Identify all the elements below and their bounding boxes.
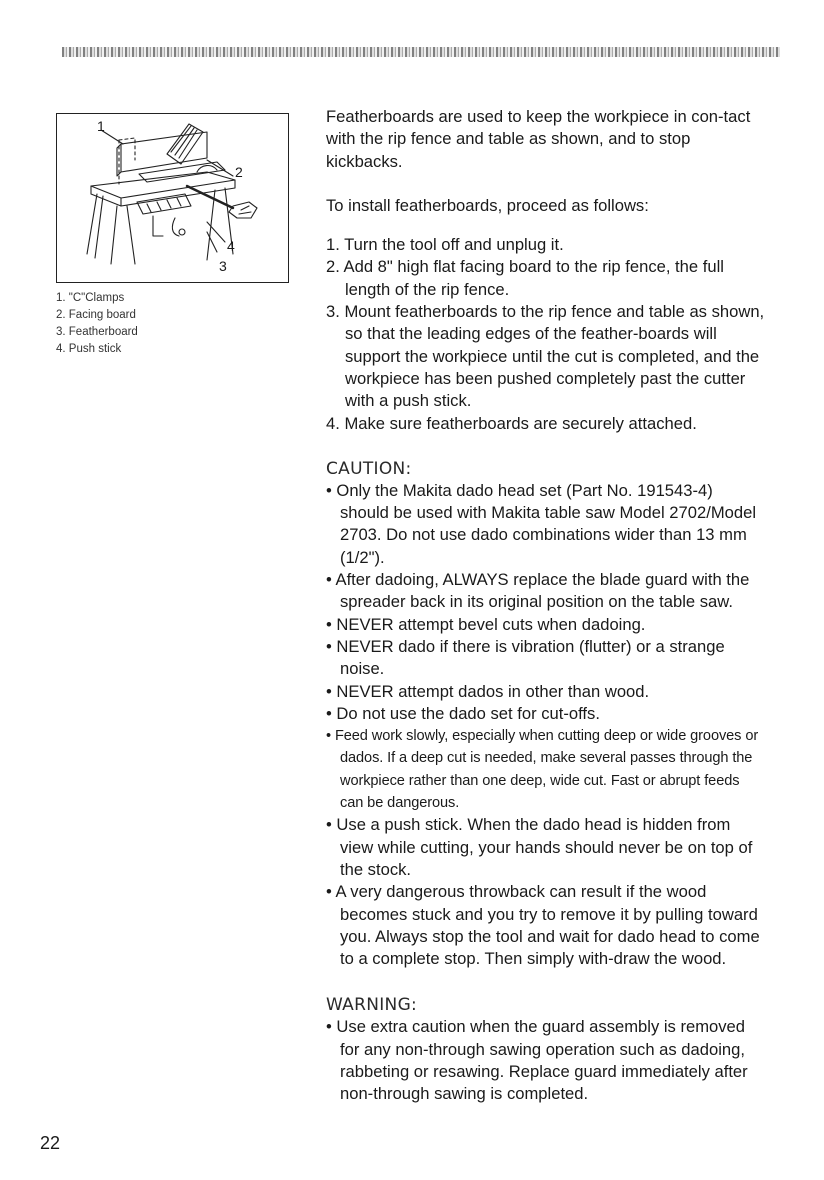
main-text-column [326,106,766,1106]
featherboard-illustration [56,113,289,283]
caution-item: • NEVER attempt dados in other than wood. [326,681,650,701]
callout-1-label: 1 [97,118,105,134]
figure-legend [56,290,296,358]
caution-item: • NEVER attempt bevel cuts when dadoing. [326,614,646,634]
legend-item-facing-board: 2. Facing board [56,309,136,321]
step-item: 1. Turn the tool off and unplug it. [326,235,564,255]
legend-item-featherboard: 3. Featherboard [56,326,138,338]
legend-item-push-stick: 4. Push stick [56,343,122,355]
caution-item: • Do not use the dado set for cut-offs. [326,703,600,723]
step-item: 3. Mount featherboards to the rip fence and table as shown, so that the leading edges of the feather-boards will support the workpiece until the cut is completed, and the workpiece has been pushed completely past the cutter with a push stick. [326,302,765,411]
caution-item: • A very dangerous throwback can result if the wood becomes stuck and you try to remove it by pulling toward you. Always stop the tool and wait for dado head to come to a complete stop. Then simply with-draw the wood. [326,882,760,969]
callout-3-label: 3 [219,258,227,274]
legend-item-c-clamps: 1. "C"Clamps [56,292,125,304]
install-steps-list [326,234,766,435]
caution-item: • After dadoing, ALWAYS replace the blade guard with the spreader back in its original position on the table saw. [326,570,750,612]
page-number: 22 [40,1133,61,1153]
caution-list [326,480,766,971]
caution-item: • Only the Makita dado head set (Part No. 191543-4) should be used with Makita table saw Model 2702/Model 2703. Do not use dado combinations wider than 13 mm (1/2"). [326,480,757,567]
table-saw-diagram [57,114,290,284]
caution-item: • Use a push stick. When the dado head is hidden from view while cutting, your hands should never be on top of the stock. [326,815,753,879]
callout-4-label: 4 [227,238,235,254]
callout-2-label: 2 [235,164,243,180]
step-item: 4. Make sure featherboards are securely attached. [326,413,697,433]
warning-heading: WARNING: [326,995,418,1016]
caution-item: • Feed work slowly, especially when cutting deep or wide grooves or dados. If a deep cut is needed, make several passes through the workpiece rather than one deep, wide cut. Fast or abrupt feeds can be dangerous. [326,728,759,812]
caution-heading: CAUTION: [326,458,412,479]
decorative-header-bar [62,47,780,57]
warning-list [326,1016,766,1105]
caution-item: • NEVER dado if there is vibration (flutter) or a strange noise. [326,636,725,679]
install-lead-in: To install featherboards, proceed as follows: [326,195,649,215]
step-item: 2. Add 8" high flat facing board to the rip fence, the full length of the rip fence. [326,257,724,299]
warning-item: • Use extra caution when the guard assembly is removed for any non-through sawing operation such as dadoing, rabbeting or resawing. Replace guard immediately after non-through sawing is completed. [326,1017,748,1104]
intro-paragraph: Featherboards are used to keep the workpiece in con-tact with the rip fence and table as shown, and to stop kickbacks. [326,107,751,171]
